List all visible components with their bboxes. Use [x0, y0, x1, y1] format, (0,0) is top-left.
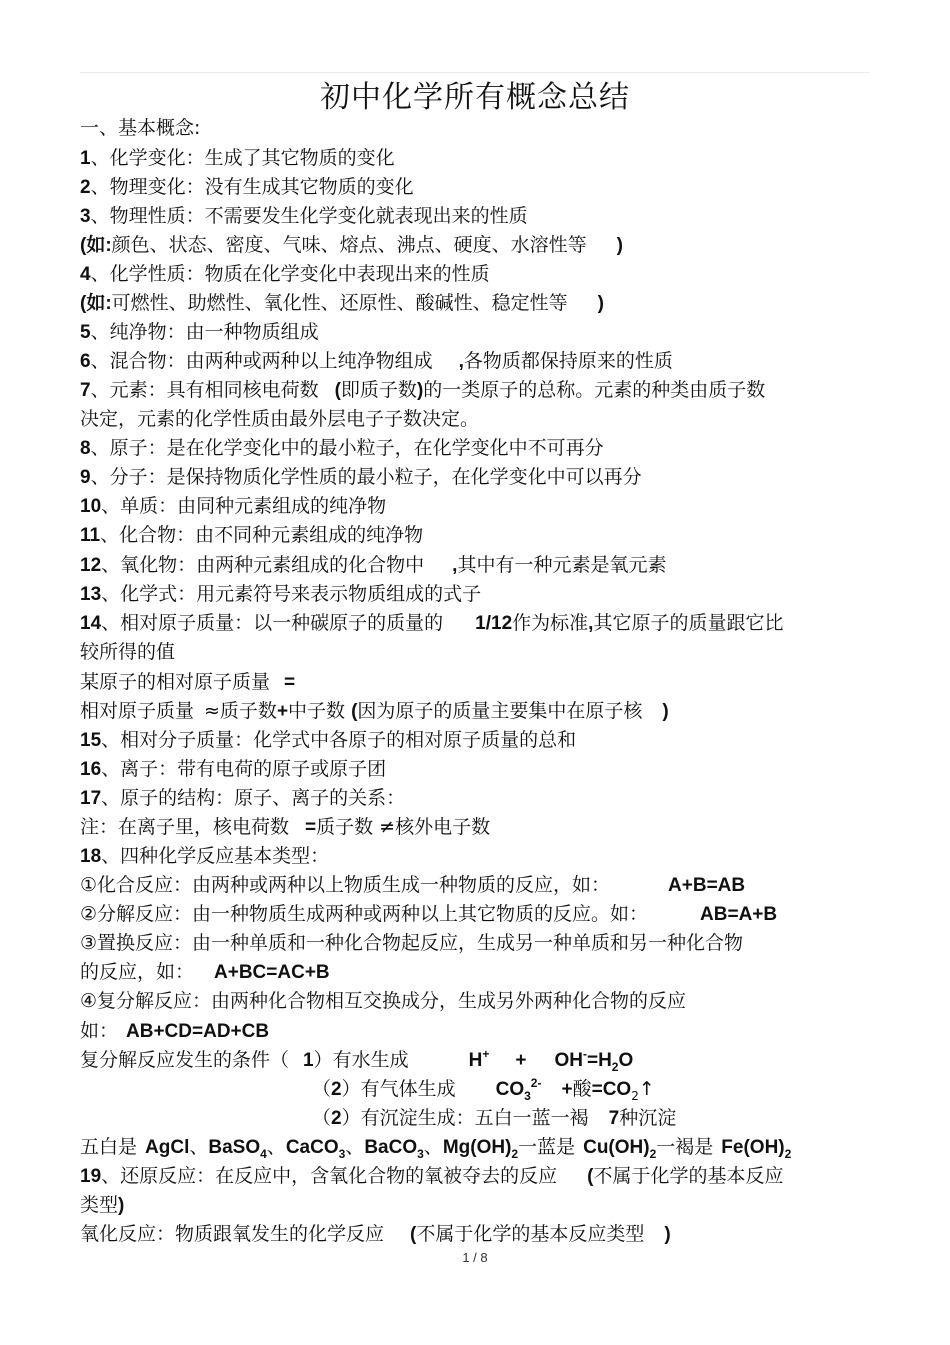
item-14 [80, 609, 783, 638]
condition-precipitate [80, 1104, 676, 1133]
item-18 [80, 842, 329, 871]
item-19-continuation [80, 1191, 124, 1220]
item-text: 、分子：是保持物质化学性质的最小粒子，在化学变化中可以再分 [90, 466, 642, 488]
item-13 [80, 580, 481, 609]
item-text: 、还原反应：在反应中，含氧化合物的氧被夺去的反应 [101, 1165, 558, 1187]
item-text-2: 不属于化学的基本反应类型 [416, 1223, 645, 1245]
paren-close: ) [662, 701, 669, 722]
explanation: 因为原子的质量主要集中在原子核 [357, 700, 643, 722]
separator: 、 [345, 1136, 365, 1158]
item-12 [80, 551, 666, 580]
item-number: 13 [80, 584, 102, 605]
item-text-3: 其它原子的质量跟它比 [593, 612, 784, 634]
item-number: 16 [80, 759, 102, 780]
label-blue: 一蓝是 [518, 1136, 576, 1158]
subscript: 3 [524, 1089, 531, 1103]
formula: Fe(OH) [721, 1137, 785, 1158]
plus-sign: + [515, 1050, 527, 1071]
section-heading: 一、基本概念: [80, 117, 201, 139]
paren-open: ( [587, 1166, 594, 1187]
ion-note [80, 813, 490, 842]
item-text: 、四种化学反应基本类型： [101, 845, 330, 867]
item-7-continuation: 决定，元素的化学性质由最外层电子子数决定。 [80, 408, 480, 430]
subscript: 2 [649, 1147, 657, 1161]
comma: , [588, 613, 594, 634]
relative-mass-formula [80, 668, 295, 697]
item-text: 氧化反应：物质跟氧发生的化学反应 [80, 1223, 385, 1245]
item-11 [80, 521, 423, 550]
formula: Cu(OH) [583, 1137, 650, 1158]
item-15 [80, 726, 576, 755]
item-text: 、化学变化：生成了其它物质的变化 [90, 147, 395, 169]
reaction-text: ②分解反应：由一种物质生成两种或两种以上其它物质的反应。如： [80, 903, 649, 925]
reaction-displacement: ③置换反应：由一种单质和一种化合物起反应，生成另一种单质和另一种化合物 [80, 932, 744, 954]
item-text: 、元素：具有相同核电荷数 [90, 379, 319, 401]
item-number: 9 [80, 467, 91, 488]
item-16 [80, 755, 386, 784]
item-number: 1 [80, 148, 91, 169]
item-number: 14 [80, 613, 102, 634]
subscript: 3 [417, 1147, 424, 1161]
document-title: 初中化学所有概念总结 [320, 80, 630, 115]
item-number: 7 [80, 380, 91, 401]
item-4-note [80, 289, 604, 318]
item-text: 、原子：是在化学变化中的最小粒子，在化学变化中不可再分 [90, 437, 604, 459]
item-text-2: 其中有一种元素是氧元素 [457, 554, 667, 576]
reaction-double-displacement: ④复分解反应：由两种化合物相互交换成分，生成另外两种化合物的反应 [80, 990, 687, 1012]
condition-label: 复分解反应发生的条件（ [80, 1049, 290, 1071]
formula-h: H [468, 1050, 483, 1071]
condition-number: 1 [303, 1050, 314, 1071]
item-text: 、物理性质：不需要发生化学变化就表现出来的性质 [90, 205, 528, 227]
comma: , [452, 555, 458, 576]
condition-text: ）有气体生成 [341, 1078, 456, 1100]
condition-gas [80, 1075, 655, 1106]
reaction-equation: AB+CD=AD+CB [126, 1021, 270, 1042]
item-text: 、混合物：由两种或两种以上纯净物组成 [90, 350, 433, 372]
item-2 [80, 173, 414, 202]
item-number: 19 [80, 1166, 102, 1187]
item-number: 2 [80, 177, 91, 198]
superscript: + [482, 1047, 490, 1061]
item-1 [80, 144, 395, 173]
plus-sign: + [276, 701, 289, 722]
subscript: 2 [511, 1147, 519, 1161]
note-open: (如 [80, 293, 106, 314]
note-open: (如 [80, 235, 106, 256]
paren-close: ) [118, 1195, 125, 1216]
reaction-text: 如： [80, 1020, 119, 1042]
condition-number: 2 [331, 1108, 342, 1129]
condition-text: ）有沉淀生成：五白一蓝一褐 [341, 1107, 589, 1129]
item-text: 、化合物：由不同种元素组成的纯净物 [100, 524, 424, 546]
item-number: 3 [80, 206, 91, 227]
paren-open: ( [351, 701, 358, 722]
subscript: 4 [260, 1147, 267, 1161]
item-text: 、化学式：用元素符号来表示物质组成的式子 [101, 583, 482, 605]
subscript: 2 [611, 1060, 619, 1074]
item-text: 、相对分子质量：化学式中各原子的相对原子质量的总和 [101, 729, 577, 751]
equals-sign: = [284, 672, 296, 693]
condition-text-2: 种沉淀 [619, 1107, 677, 1129]
formula-part: ≈质子数 [204, 700, 277, 722]
item-text: 、原子的结构：原子、离子的关系： [101, 787, 406, 809]
subscript: 3 [338, 1147, 346, 1161]
item-text: 、离子：带有电荷的原子或原子团 [101, 758, 387, 780]
condition-text: ）有水生成 [313, 1049, 409, 1071]
acid-label: 酸 [572, 1078, 592, 1100]
page-number: 1 / 8 [462, 1250, 488, 1265]
item-3-note [80, 231, 623, 260]
note-close: ) [597, 293, 604, 314]
label-white: 五白是 [80, 1136, 138, 1158]
reaction-equation: A+B=AB [668, 875, 746, 896]
comma: , [458, 351, 464, 372]
formula-eq: =H [586, 1050, 612, 1071]
item-text: 、物理变化：没有生成其它物质的变化 [90, 176, 414, 198]
plus-sign: + [561, 1079, 573, 1100]
item-text-2: 作为标准 [512, 612, 589, 634]
separator: 、 [266, 1136, 286, 1158]
item-number: 8 [80, 438, 91, 459]
paren-open: ( [334, 380, 341, 401]
formula-o: O [618, 1050, 634, 1071]
item-number: 4 [80, 264, 91, 285]
item-text: 、纯净物：由一种物质组成 [90, 321, 319, 343]
separator: 、 [189, 1136, 209, 1158]
top-rule [80, 72, 870, 73]
note-close: ) [616, 235, 623, 256]
formula: CaCO [285, 1137, 339, 1158]
item-14-continuation: 较所得的值 [80, 641, 176, 663]
item-number: 10 [80, 496, 102, 517]
item-number: 15 [80, 730, 102, 751]
note-colon: : [105, 293, 112, 314]
note-colon: : [105, 235, 112, 256]
item-3 [80, 202, 528, 231]
reaction-equation: AB=A+B [700, 904, 778, 925]
reaction-combination [80, 871, 745, 900]
label-brown: 一褐是 [656, 1136, 714, 1158]
item-text: 、化学性质：物质在化学变化中表现出来的性质 [90, 263, 490, 285]
reaction-double-displacement-cont [80, 1017, 269, 1046]
condition-water [80, 1046, 633, 1077]
note-text: 颜色、状态、密度、气味、熔点、沸点、硬度、水溶性等 [111, 234, 587, 256]
note-text: 可燃性、助燃性、氧化性、还原性、酸碱性、稳定性等 [111, 292, 568, 314]
condition-number: 2 [331, 1079, 342, 1100]
formula: Mg(OH) [442, 1137, 512, 1158]
item-19 [80, 1162, 784, 1191]
reaction-displacement-cont [80, 958, 330, 987]
formula-oh: OH [554, 1050, 583, 1071]
item-17 [80, 784, 405, 813]
formula: BaSO [208, 1137, 261, 1158]
paren-open: ( [410, 1224, 417, 1245]
item-number: 11 [80, 525, 101, 546]
item-6 [80, 347, 673, 376]
item-9 [80, 463, 642, 492]
separator: 、 [423, 1136, 443, 1158]
paren-open: （ [312, 1107, 332, 1129]
reaction-equation: A+BC=AC+B [214, 962, 330, 983]
reaction-decomposition [80, 900, 777, 929]
item-number: 18 [80, 846, 102, 867]
relative-mass-approx [80, 697, 669, 726]
equals-sign: = [305, 817, 317, 838]
formula: BaCO [364, 1137, 418, 1158]
formula-co: CO [495, 1079, 525, 1100]
item-text-3: 的一类原子的总称。元素的种类由质子数 [423, 379, 766, 401]
item-10 [80, 492, 386, 521]
item-number: 12 [80, 555, 102, 576]
formula-part-2: 中子数 [288, 700, 346, 722]
subscript: 2 [631, 1089, 639, 1103]
precipitate-list [80, 1133, 791, 1164]
item-text: 、相对原子质量：以一种碳原子的质量的 [101, 612, 444, 634]
item-8 [80, 434, 604, 463]
note-text: 注：在离子里，核电荷数 [80, 816, 290, 838]
fraction: 1/12 [475, 613, 513, 634]
formula-eq: =CO [591, 1079, 632, 1100]
item-number: 5 [80, 322, 91, 343]
item-number: 6 [80, 351, 91, 372]
oxidation-reaction [80, 1220, 671, 1249]
reaction-text: 的反应，如： [80, 961, 195, 983]
paren-close: ) [664, 1224, 671, 1245]
formula-label: 某原子的相对原子质量 [80, 671, 271, 693]
paren-close: ) [416, 380, 424, 401]
item-4 [80, 260, 490, 289]
item-text-2: 不属于化学的基本反应 [593, 1165, 784, 1187]
superscript: - [582, 1047, 587, 1061]
item-text: 类型 [80, 1194, 119, 1216]
item-5 [80, 318, 319, 347]
item-text-2: 各物质都保持原来的性质 [463, 350, 673, 372]
note-text-2: 质子数 ≠核外电子数 [316, 816, 491, 838]
formula-label: 相对原子质量 [80, 700, 195, 722]
item-text: 、氧化物：由两种元素组成的化合物中 [101, 554, 425, 576]
item-number: 17 [80, 788, 102, 809]
item-text-2: 即质子数 [340, 379, 417, 401]
item-text: 、单质：由同种元素组成的纯净物 [101, 495, 387, 517]
formula: AgCl [145, 1137, 190, 1158]
item-7 [80, 376, 765, 405]
reaction-text: ①化合反应：由两种或两种以上物质生成一种物质的反应，如： [80, 874, 611, 896]
paren-open: （ [312, 1078, 332, 1100]
subscript: 2 [784, 1147, 792, 1161]
count: 7 [608, 1108, 620, 1129]
up-arrow-icon: ↑ [638, 1078, 655, 1100]
superscript: 2- [530, 1076, 542, 1090]
